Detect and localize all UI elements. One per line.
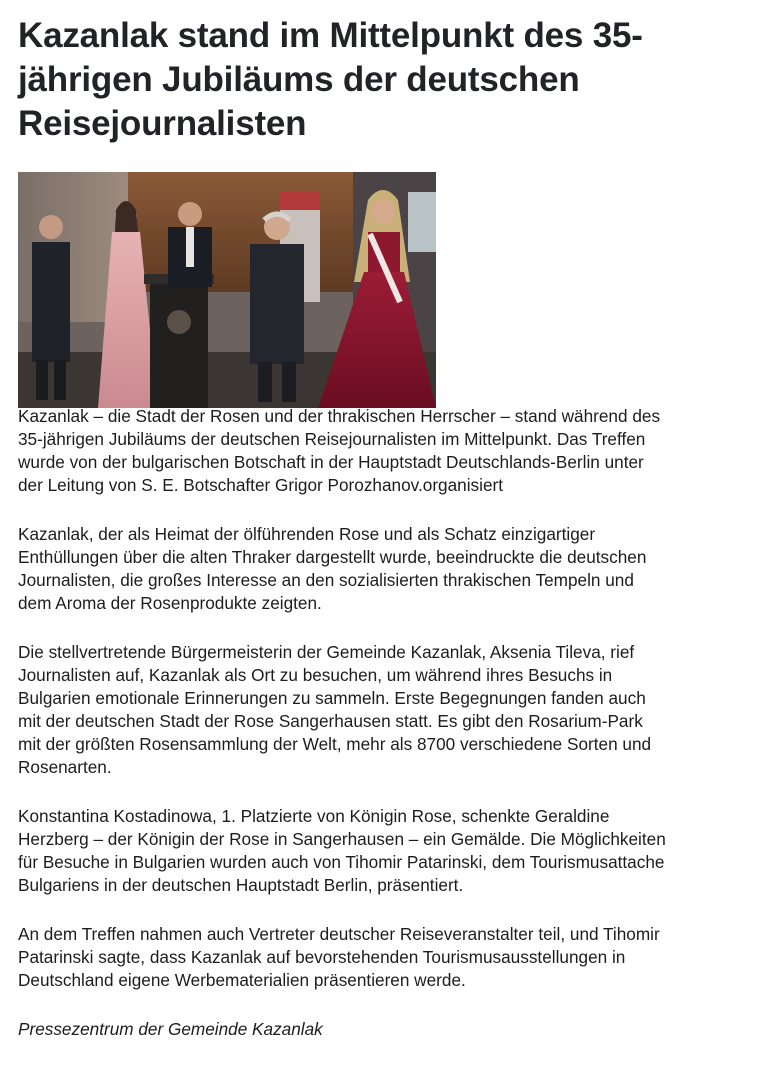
text-line: Journalisten, die großes Interesse an den sozialisierten thrakischen Tempeln und [18,570,634,590]
text-line: Konstantina Kostadinowa, 1. Platzierte von Königin Rose, schenkte Geraldine [18,806,610,826]
text-line: Patarinski sagte, dass Kazanlak auf bevorstehenden Tourismusausstellungen in [18,947,626,967]
text-line: Enthüllungen über die alten Thraker dargestellt wurde, beeindruckte die deutschen [18,547,647,567]
text-line: Rosenarten. [18,757,112,777]
text-line: der Leitung von S. E. Botschafter Grigor Porozhanov.organisiert [18,475,504,495]
text-line: wurde von der bulgarischen Botschaft in der Hauptstadt Deutschlands-Berlin unter [18,452,644,472]
article-signature [18,1018,758,1041]
article-body [18,405,758,1067]
article-photo-illustration [18,172,436,408]
text-line: für Besuche in Bulgarien wurden auch von Tihomir Patarinski, dem Tourismusattache [18,852,665,872]
text-line: 35-jährigen Jubiläums der deutschen Reisejournalisten im Mittelpunkt. Das Treffen [18,429,646,449]
article-paragraph [18,523,758,615]
text-line: Herzberg – der Königin der Rose in Sangerhausen – ein Gemälde. Die Möglichkeiten [18,829,666,849]
article-title-line: Reisejournalisten [18,104,307,143]
article-paragraph [18,405,758,497]
signature-text: Pressezentrum der Gemeinde Kazanlak [18,1019,323,1039]
article-title-line: Kazanlak stand im Mittelpunkt des 35- [18,16,643,55]
text-line: mit der größten Rosensammlung der Welt, mehr als 8700 verschiedene Sorten und [18,734,652,754]
text-line: An dem Treffen nahmen auch Vertreter deutscher Reiseveranstalter teil, und Tihomir [18,924,660,944]
article-photo [18,172,436,408]
text-line: dem Aroma der Rosenprodukte zeigten. [18,593,322,613]
text-line: Bulgarien emotionale Erinnerungen zu sammeln. Erste Begegnungen fanden auch [18,688,646,708]
article-title [18,14,730,146]
text-line: mit der deutschen Stadt der Rose Sangerhausen statt. Es gibt den Rosarium-Park [18,711,643,731]
text-line: Journalisten auf, Kazanlak als Ort zu besuchen, um während ihres Besuchs in [18,665,613,685]
article-paragraph [18,641,758,779]
text-line: Die stellvertretende Bürgermeisterin der Gemeinde Kazanlak, Aksenia Tileva, rief [18,642,635,662]
article-paragraph [18,923,758,992]
article-title-line: jährigen Jubiläums der deutschen [18,60,580,99]
text-line: Bulgariens in der deutschen Hauptstadt Berlin, präsentiert. [18,875,464,895]
text-line: Kazanlak, der als Heimat der ölführenden Rose und als Schatz einzigartiger [18,524,596,544]
article-paragraph [18,805,758,897]
text-line: Kazanlak – die Stadt der Rosen und der thrakischen Herrscher – stand während des [18,406,661,426]
text-line: Deutschland eigene Werbematerialien präsentieren werde. [18,970,466,990]
